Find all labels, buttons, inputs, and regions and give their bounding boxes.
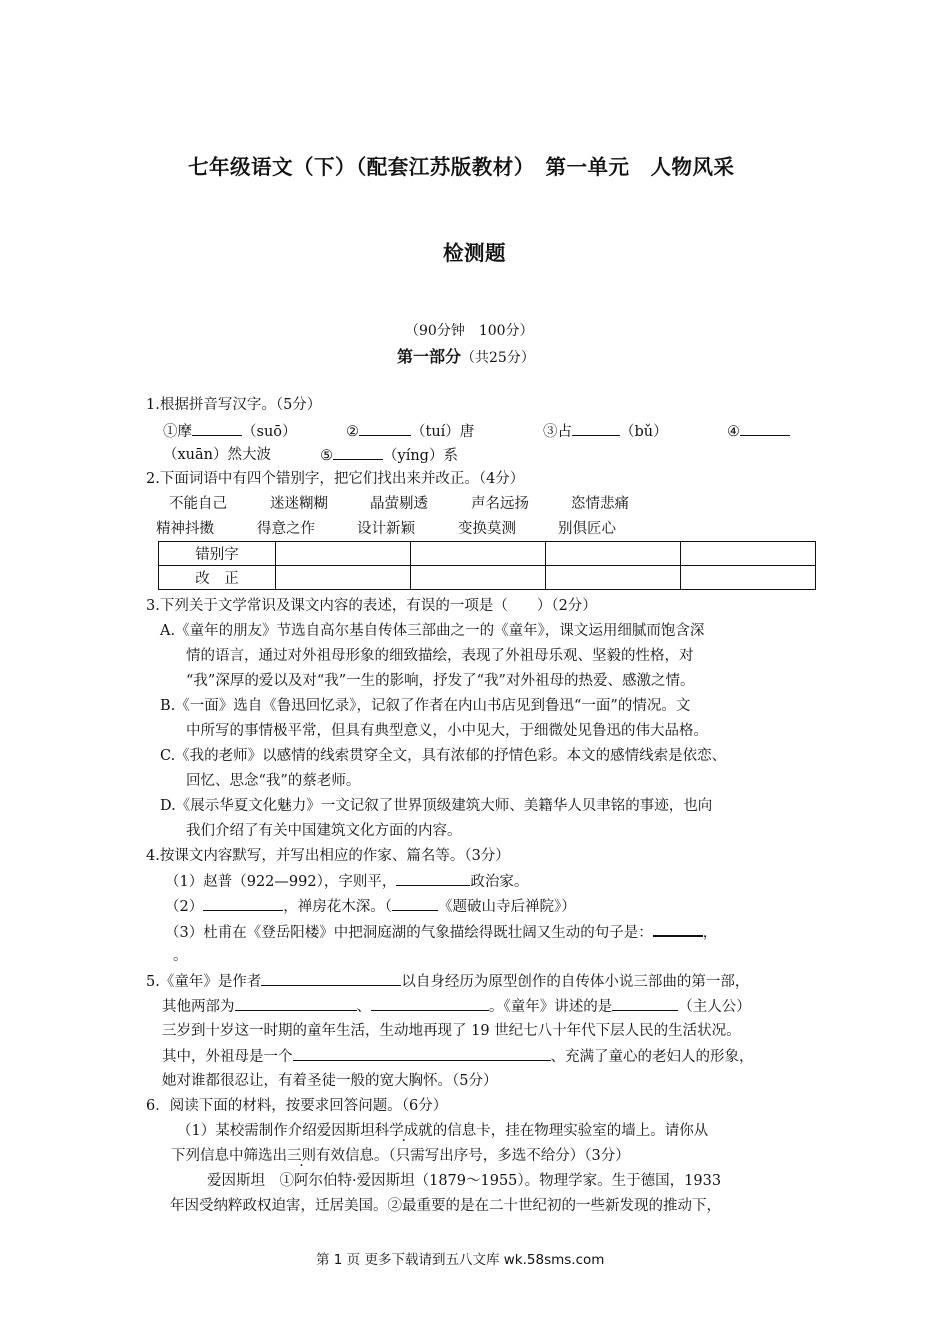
- q2-word: 别俱匠心: [558, 521, 616, 537]
- answer-blank: [293, 1046, 551, 1061]
- q1-d: ④: [727, 424, 740, 440]
- q6-text: （1）某校需制作介绍爱因斯坦: [177, 1123, 375, 1139]
- q5-text: （主人公）: [678, 999, 751, 1015]
- q2-answer-table: [158, 541, 816, 590]
- q4-3-text: （3）杜甫在《登岳阳楼》中把洞庭湖的气象描绘得既壮阔又生动的句子是：: [165, 925, 653, 941]
- answer-cell[interactable]: [411, 542, 546, 566]
- answer-blank: [740, 421, 790, 436]
- table-row: [159, 542, 816, 566]
- q3-option-c: 回忆、思念“我”的蔡老师。: [186, 773, 361, 789]
- q1-line2: [163, 445, 271, 465]
- q4-prompt: 4.按课文内容默写，并写出相应的作家、篇名等。（3分）: [146, 848, 510, 864]
- answer-blank: [371, 996, 489, 1011]
- q2-word: 精神抖擞: [156, 521, 214, 537]
- q5-text: 、充满了童心的老妇人的形象，: [550, 1049, 754, 1065]
- answer-blank: [359, 421, 411, 436]
- q6-text: 下列信息中筛选出: [171, 1148, 287, 1164]
- q6-material: 年因受纳粹政权迫害，迁居美国。②最重要的是在二十世纪初的一些新发现的推动下，: [170, 1198, 721, 1214]
- answer-cell[interactable]: [276, 566, 411, 590]
- answer-cell[interactable]: [546, 542, 681, 566]
- q5-text: 5.《童年》是作者: [146, 974, 262, 990]
- q4-item-3: [165, 921, 717, 943]
- answer-blank: [396, 871, 470, 886]
- q1-b-pinyin: （tuí）唐: [411, 424, 475, 440]
- q3-prompt: 3.下列关于文学常识及课文内容的表述，有误的一项是（ ）（2分）: [146, 598, 597, 614]
- q2-prompt: 2.下面词语中有四个错别字，把它们找出来并改正。（4分）: [146, 471, 525, 487]
- answer-blank: [612, 996, 678, 1011]
- q5-text: 以自身经历为原型创作的自传体小说三部曲的第一部，: [401, 974, 750, 990]
- q2-word: 声名远扬: [471, 496, 529, 512]
- page-footer: 第 1 页 更多下载请到五八文库 wk.58sms.com: [316, 1252, 605, 1268]
- time-score: （90分钟 100分）: [405, 323, 534, 339]
- q1-item-e: [320, 445, 458, 466]
- q3-option-b: B.《一面》选自《鲁迅回忆录》，记叙了作者在内山书店见到鲁迅“一面”的情况。文: [160, 698, 691, 714]
- q3-option-d: 我们介绍了有关中国建筑文化方面的内容。: [186, 823, 462, 839]
- q6-text: 的信息卡，挂在物理实验室的墙上。请你从: [432, 1123, 709, 1139]
- q4-2-tail: 《题破山寺后禅院》）: [437, 899, 576, 915]
- q6-emphasis: 科学成就: [374, 1123, 433, 1139]
- q5-line4: [162, 1046, 754, 1067]
- q5-line2: [162, 996, 751, 1017]
- answer-cell[interactable]: [411, 566, 546, 590]
- q4-item-1: [165, 871, 528, 892]
- q1-item-b: [346, 421, 474, 442]
- answer-cell[interactable]: [681, 542, 816, 566]
- q5-text: 其中，外祖母是一个: [162, 1049, 293, 1065]
- q2-word: 设计新颖: [357, 521, 415, 537]
- table-row: [159, 566, 816, 590]
- part-points: （共25分）: [461, 350, 535, 366]
- q2-word: 不能自己: [169, 496, 227, 512]
- q4-1-text: （1）赵普（922—992），字则平，: [165, 874, 397, 890]
- answer-blank: [392, 896, 438, 911]
- answer-blank: [203, 896, 283, 911]
- q1-c-pinyin: （bǔ）: [620, 424, 668, 440]
- q3-option-a: 情的语言，通过对外祖母形象的细致描绘，表现了外祖母乐观、坚毅的性格，对: [186, 648, 694, 664]
- answer-blank: [235, 996, 357, 1011]
- table-label: 错别字: [159, 542, 276, 566]
- q6-prompt: 6．阅读下面的材料，按要求回答问题。（6分）: [146, 1098, 448, 1114]
- q6-para1: [177, 1121, 708, 1141]
- q5-text: 、: [356, 999, 371, 1015]
- q4-item-2: [165, 896, 576, 917]
- q2-word: 晶萤剔透: [370, 496, 428, 512]
- part-heading: [397, 344, 535, 367]
- q1-item-c: [543, 421, 668, 442]
- answer-cell[interactable]: [681, 566, 816, 590]
- q3-option-a: “我”深厚的爱以及对“我”一生的影响，抒发了“我”对外祖母的热爱、感激之情。: [186, 673, 695, 689]
- q1-item-d: [727, 421, 790, 442]
- q1-c: ③占: [543, 424, 572, 440]
- q5-text: 其他两部为: [162, 999, 235, 1015]
- q4-2-mid: ，禅房花木深。（: [283, 899, 392, 915]
- q1-e: ⑤: [320, 448, 333, 464]
- q4-2-text: （2）: [165, 899, 204, 915]
- table-label: 改 正: [159, 566, 276, 590]
- q3-option-c: C.《我的老师》以感情的线索贯穿全文，具有浓郁的抒情色彩。本文的感情线索是依恋、: [160, 748, 727, 764]
- answer-cell[interactable]: [546, 566, 681, 590]
- q1-a-pinyin: （suō）: [242, 424, 297, 440]
- q6-para2: [171, 1146, 630, 1166]
- part-title: 第一部分: [397, 347, 462, 366]
- answer-blank: [261, 971, 401, 986]
- q5-line5: 她对谁都很忍让，有着圣徒一般的宽大胸怀。（5分）: [162, 1073, 498, 1089]
- q2-word: 恣情悲痛: [571, 496, 629, 512]
- q6-text: 有效信息。（只需写出序号，多选不给分）（3分）: [316, 1148, 630, 1164]
- q2-word: 迷迷糊糊: [270, 496, 328, 512]
- q6-emphasis: 三则: [287, 1148, 316, 1164]
- page-subtitle: 检测题: [443, 241, 506, 265]
- answer-cell[interactable]: [276, 542, 411, 566]
- q1-a: ①摩: [163, 424, 192, 440]
- q3-option-b: 中所写的事情极平常，但具有典型意义，小中见大，于细微处见鲁迅的伟大品格。: [186, 723, 708, 739]
- q1-b: ②: [346, 424, 359, 440]
- q1-e-pinyin: （yíng）系: [383, 448, 458, 464]
- q6-material: 爱因斯坦 ①阿尔伯特·爱因斯坦（1879～1955）。物理学家。生于德国，1933: [207, 1173, 722, 1189]
- q4-item-3-end: 。: [173, 948, 188, 964]
- q5-line1: [146, 971, 749, 992]
- q4-3-comma: ，: [702, 925, 718, 941]
- q1-line1: [163, 421, 297, 442]
- q3-option-d: D.《展示华夏文化魅力》一文记叙了世界顶级建筑大师、美籍华人贝聿铭的事迹，也向: [160, 798, 713, 814]
- answer-blank: [192, 421, 242, 436]
- q2-word: 得意之作: [257, 521, 315, 537]
- page-title: 七年级语文（下）（配套江苏版教材） 第一单元 人物风采: [188, 155, 735, 179]
- q1-d-cont: （xuān）然大波: [163, 447, 271, 463]
- answer-blank: [653, 921, 703, 937]
- q5-line3: 三岁到十岁这一时期的童年生活，生动地再现了 19 世纪七八十年代下层人民的生活状况。: [162, 1023, 741, 1039]
- q2-word: 变换莫测: [458, 521, 516, 537]
- answer-blank: [572, 421, 620, 436]
- q5-text: 。《童年》讲述的是: [489, 999, 613, 1015]
- q4-1-tail: 政治家。: [470, 874, 529, 890]
- answer-blank: [333, 445, 383, 460]
- q1-prompt: 1.根据拼音写汉字。（5分）: [146, 397, 322, 413]
- q3-option-a: A.《童年的朋友》节选自高尔基自传体三部曲之一的《童年》，课文运用细腻而饱含深: [160, 623, 705, 639]
